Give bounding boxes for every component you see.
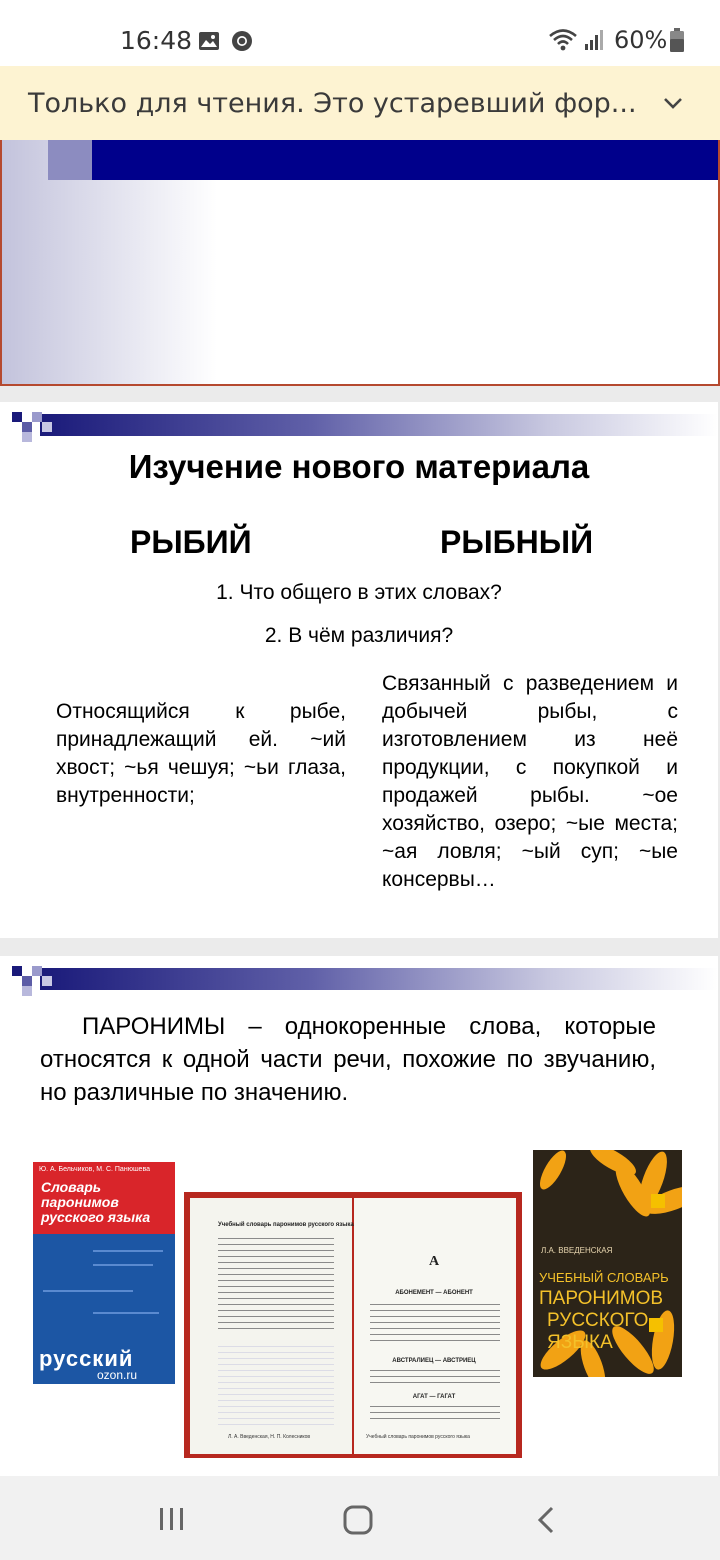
decor-pixel [22,432,32,442]
status-time: 16:48 [120,26,193,55]
decor-pixel [42,976,52,986]
definition-right: Связанный с разведением и добычей рыбы, с изготовлением из неё продукции, с покупкой и продажей рыбы. ~ое хозяйство, озеро; ~ые места; ~ая ловля; ~ый суп; ~ые консервы… [382,672,678,891]
book2-letter: А [428,1254,440,1269]
back-icon[interactable] [536,1506,556,1534]
read-only-banner[interactable] [0,66,720,140]
book1-line [93,1312,159,1314]
book3-line3: РУССКОГО [547,1310,649,1331]
decor-pixel [22,986,32,996]
question-1: 1. Что общего в этих словах? [216,581,502,604]
signal-icon [584,29,606,51]
slide-3 [0,956,718,1476]
book1-site: ozon.ru [97,1368,138,1382]
slide-decor-gradient [40,414,718,436]
slide-decor-square [48,140,92,180]
book1-title [41,1180,150,1225]
definition-left: Относящийся к рыбе, принадлежащий ей. ~ий хвост; ~ья чешуя; ~ьи глаза, внутренности; [56,700,346,807]
paronyms-definition: ПАРОНИМЫ – однокоренные слова, которые относятся к одной части речи, похожие по звучанию, но различные по значению. [40,1013,656,1106]
battery-percent: 60% [614,26,668,54]
slide-decor-bar [92,140,718,180]
navigation-bar [0,1476,720,1560]
slide-decor-gradient [40,968,718,990]
book1-title-line: паронимов [41,1194,119,1210]
slide-title: Изучение нового материала [128,448,590,485]
book-open-2 [184,1192,522,1458]
image-icon [198,30,220,52]
slide-1 [0,140,720,386]
book1-authors: Ю. А. Бельчиков, М. С. Панюшева [39,1166,150,1173]
book2-header: Учебный словарь паронимов русского языка [218,1222,354,1228]
book1-title-line: Словарь [41,1179,102,1195]
book-cover-1 [33,1162,175,1384]
banner-text: Только для чтения. Это устаревший фор... [28,88,637,119]
book3-line4: ЯЗЫКА [547,1332,613,1353]
recents-icon[interactable] [158,1506,186,1532]
book2-entry: АБОНЕМЕНТ — АБОНЕНТ [395,1290,473,1296]
wifi-icon [548,27,578,53]
word-right: РЫБНЫЙ [440,524,594,560]
decor-pixel [42,422,52,432]
book3-line2: ПАРОНИМОВ [539,1288,664,1309]
book1-line [43,1290,133,1292]
book-cover-3 [533,1150,682,1377]
book2-footer-right: Учебный словарь паронимов русского языка [366,1434,470,1440]
book2-entry: АВСТРАЛИЕЦ — АВСТРИЕЦ [392,1358,476,1364]
book3-author: Л.А. ВВЕДЕНСКАЯ [541,1246,613,1255]
book2-text-block [370,1304,500,1344]
book1-line [93,1250,163,1252]
battery-icon [670,28,684,52]
book3-line1: УЧЕБНЫЙ СЛОВАРЬ [539,1270,669,1285]
decor-pixel [22,422,32,432]
book2-text-faded [218,1346,334,1426]
book2-footer-left: Л. А. Введенская, Н. П. Колесников [228,1434,311,1440]
question-2: 2. В чём различия? [264,624,454,647]
decor-pixel [22,976,32,986]
decor-pixel [12,966,22,976]
book2-left-page [190,1198,352,1454]
book2-text-block [370,1370,500,1384]
book2-right-page [354,1198,516,1454]
book2-text-block [370,1406,500,1424]
book2-text-block [218,1238,334,1334]
slide-2 [0,402,718,938]
book1-logo: русский [39,1346,134,1371]
book1-line [93,1264,153,1266]
chevron-down-icon[interactable] [662,92,684,114]
book2-entry: АГАТ — ГАГАТ [412,1394,456,1400]
decor-pixel [32,412,42,422]
decor-pixel [32,966,42,976]
home-icon[interactable] [342,1505,374,1535]
word-left: РЫБИЙ [130,524,252,560]
decor-pixel [12,412,22,422]
chrome-icon [231,30,253,52]
book1-title-line: русского языка [41,1209,151,1225]
